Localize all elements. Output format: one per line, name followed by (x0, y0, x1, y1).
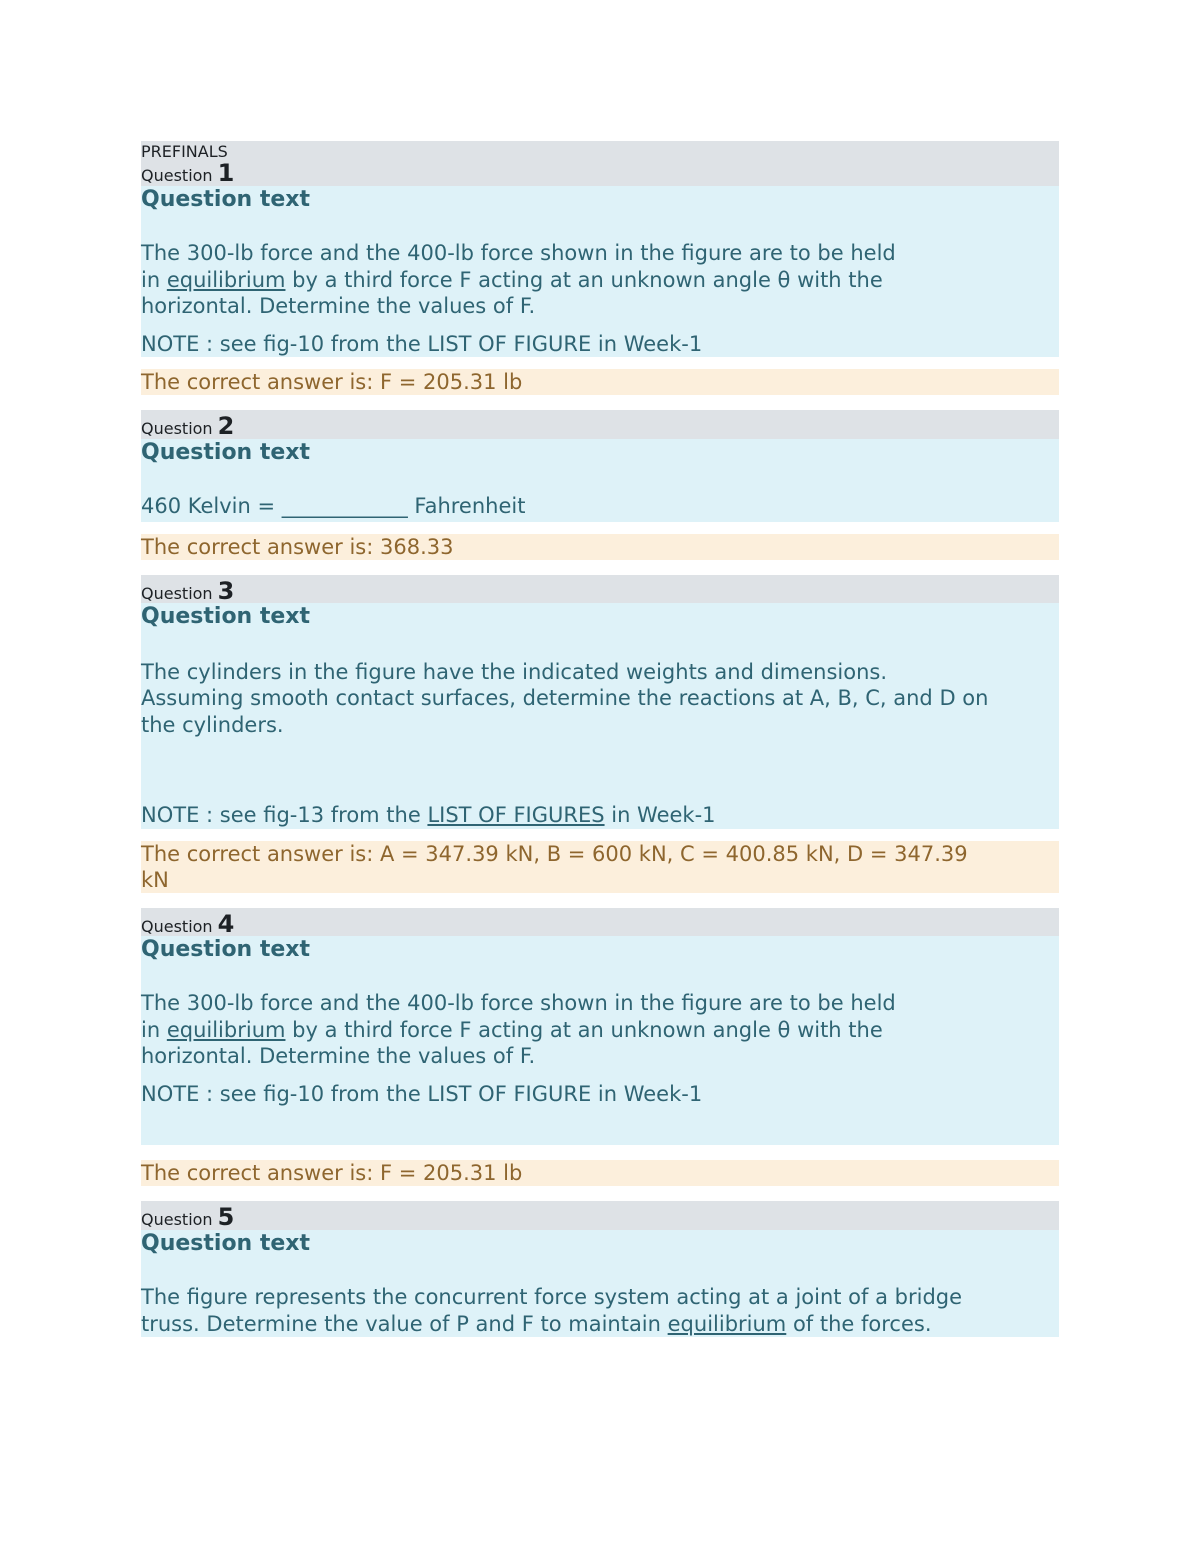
question-note: NOTE : see fig-10 from the LIST OF FIGURE in Week-1 (141, 1081, 703, 1106)
glossary-link-equilibrium[interactable]: equilibrium (166, 1017, 286, 1042)
question-line: The cylinders in the figure have the indicated weights and dimensions. (141, 659, 888, 684)
question-label: Question (141, 916, 213, 936)
question-box (141, 603, 1059, 829)
glossary-link-equilibrium[interactable]: equilibrium (667, 1311, 787, 1336)
question-label: Question (141, 583, 213, 603)
question-body (141, 631, 1059, 829)
question-line: in equilibrium by a third force F acting at an unknown angle θ with the (141, 267, 883, 292)
question-label: Question (141, 419, 213, 439)
question-number: 1 (217, 159, 235, 188)
question-header (141, 1201, 1059, 1232)
question-line: The 300-lb force and the 400-lb force shown in the figure are to be held (141, 241, 896, 266)
question-text-heading: Question text (141, 604, 311, 630)
question-body (141, 213, 1059, 357)
question-body (141, 466, 1059, 522)
question-line: The figure represents the concurrent force system acting at a joint of a bridge (141, 1285, 963, 1310)
question-header (141, 141, 1059, 186)
question-text-heading: Question text (141, 1230, 311, 1256)
question-line: horizontal. Determine the values of F. (141, 1044, 536, 1069)
question-line: horizontal. Determine the values of F. (141, 294, 536, 319)
question-header (141, 908, 1059, 936)
question-note: NOTE : see fig-10 from the LIST OF FIGURE in Week-1 (141, 331, 703, 356)
question-box (141, 936, 1059, 1146)
question-label: Question (141, 166, 213, 186)
question-line: the cylinders. (141, 712, 284, 737)
question-body (141, 963, 1059, 1145)
question-line: The 300-lb force and the 400-lb force shown in the figure are to be held (141, 991, 896, 1016)
question-number: 5 (217, 1203, 235, 1232)
question-text-heading: Question text (141, 936, 311, 962)
question-text-heading: Question text (141, 186, 311, 212)
question-number: 2 (217, 412, 235, 441)
question-header (141, 410, 1059, 441)
correct-answer: The correct answer is: A = 347.39 kN, B = 600 kN, C = 400.85 kN, D = 347.39 kN (141, 841, 1059, 893)
correct-answer: The correct answer is: F = 205.31 lb (141, 1160, 1059, 1186)
list-of-figures-link[interactable]: LIST OF FIGURES (427, 803, 605, 828)
question-box (141, 439, 1059, 522)
question-label: Question (141, 1210, 213, 1230)
question-text-heading: Question text (141, 439, 311, 465)
question-box (141, 1230, 1059, 1338)
section-title: PREFINALS (141, 142, 228, 161)
correct-answer: The correct answer is: F = 205.31 lb (141, 369, 1059, 395)
quiz-review-page (141, 141, 1059, 1337)
question-note: NOTE : see fig-13 from the LIST OF FIGURES in Week-1 (141, 803, 716, 828)
question-header (141, 575, 1059, 603)
question-number: 4 (217, 909, 235, 938)
question-line: 460 Kelvin = ____________ Fahrenheit (141, 494, 526, 519)
question-box (141, 186, 1059, 358)
question-number: 3 (217, 576, 235, 605)
question-line: Assuming smooth contact surfaces, determine the reactions at A, B, C, and D on (141, 686, 989, 711)
correct-answer: The correct answer is: 368.33 (141, 534, 1059, 560)
question-line: truss. Determine the value of P and F to maintain equilibrium of the forces. (141, 1311, 932, 1336)
question-line: in equilibrium by a third force F acting at an unknown angle θ with the (141, 1017, 883, 1042)
glossary-link-equilibrium[interactable]: equilibrium (166, 267, 286, 292)
question-body (141, 1257, 1059, 1337)
